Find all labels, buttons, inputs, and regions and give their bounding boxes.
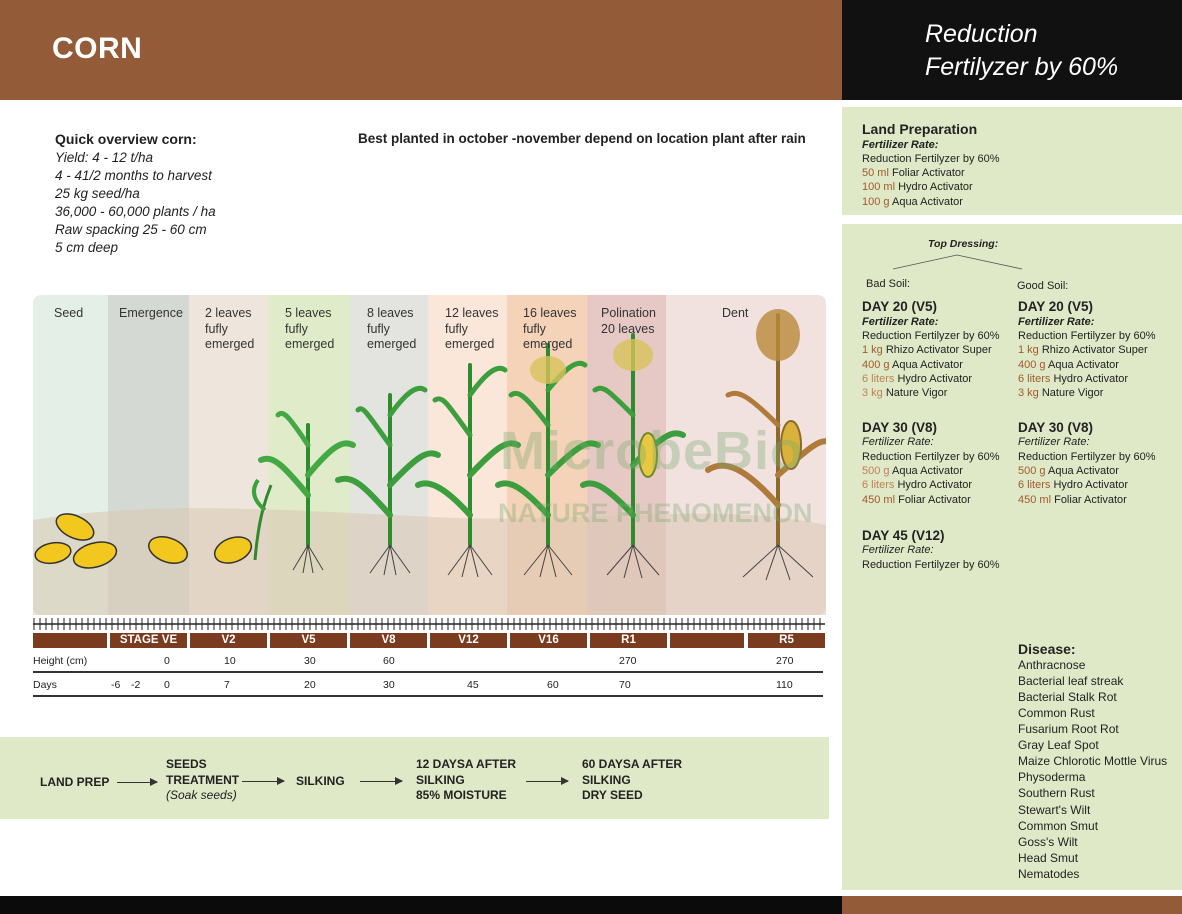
stage-label-emergence: Emergence bbox=[119, 306, 183, 320]
disease-item: Anthracnose bbox=[1018, 658, 1086, 672]
bad-day20-line: 6 liters Hydro Activator bbox=[862, 373, 973, 385]
height-value: 30 bbox=[304, 655, 316, 667]
bad-day20-line: 400 g Aqua Activator bbox=[862, 359, 963, 371]
overview-line: Raw spacking 25 - 60 cm bbox=[55, 222, 207, 237]
flow-step-land-prep: LAND PREP bbox=[40, 775, 110, 789]
disease-title: Disease: bbox=[1018, 641, 1076, 657]
stage-code-v2: V2 bbox=[190, 633, 267, 648]
overview-line: 5 cm deep bbox=[55, 240, 119, 255]
bad-day45-rate-label: Fertilizer Rate: bbox=[862, 544, 934, 556]
table-divider bbox=[33, 695, 823, 697]
stage-code-v5: V5 bbox=[270, 633, 347, 648]
good-day20-line: 3 kg Nature Vigor bbox=[1018, 387, 1104, 399]
split-connector bbox=[890, 253, 1025, 271]
page-title: CORN bbox=[52, 32, 143, 65]
days-value: 20 bbox=[304, 679, 316, 691]
good-day20-line: 1 kg Rhizo Activator Super bbox=[1018, 344, 1148, 356]
good-day30-title: DAY 30 (V8) bbox=[1018, 420, 1094, 435]
stage-label-2-leaves: 2 leaves fufly emerged bbox=[205, 306, 255, 351]
disease-item: Common Rust bbox=[1018, 706, 1095, 720]
days-value: 110 bbox=[776, 679, 793, 691]
bad-day20-line: 1 kg Rhizo Activator Super bbox=[862, 344, 992, 356]
disease-item: Southern Rust bbox=[1018, 786, 1095, 800]
days-value: 45 bbox=[467, 679, 479, 691]
overview-line: 36,000 - 60,000 plants / ha bbox=[55, 204, 216, 219]
disease-item: Nematodes bbox=[1018, 867, 1080, 881]
stage-code-v16: V16 bbox=[510, 633, 587, 648]
disease-item: Gray Leaf Spot bbox=[1018, 738, 1099, 752]
flow-arrow-icon bbox=[117, 782, 157, 783]
good-day20-title: DAY 20 (V5) bbox=[1018, 299, 1094, 314]
days-value: 7 bbox=[224, 679, 230, 691]
timeline-ruler bbox=[33, 618, 825, 630]
top-dressing-title: Top Dressing: bbox=[928, 238, 999, 250]
flow-step-12-days: 12 DAYSA AFTER SILKING 85% MOISTURE bbox=[416, 757, 517, 802]
stage-label-5-leaves: 5 leaves fufly emerged bbox=[285, 306, 335, 351]
land-prep-rate-label: Fertilizer Rate: bbox=[862, 139, 939, 151]
days-value: 70 bbox=[619, 679, 631, 691]
days-label: Days bbox=[33, 679, 57, 691]
good-day20-line: 400 g Aqua Activator bbox=[1018, 359, 1119, 371]
land-prep-line: 100 g Aqua Activator bbox=[862, 196, 963, 208]
overview-line: 25 kg seed/ha bbox=[55, 186, 140, 201]
table-divider bbox=[33, 671, 823, 673]
stage-code-ve: STAGE VE bbox=[110, 633, 187, 648]
height-value: 60 bbox=[383, 655, 395, 667]
days-value: 30 bbox=[383, 679, 395, 691]
stage-label-8-leaves: 8 leaves fufly emerged bbox=[367, 306, 417, 351]
good-day20-line: 6 liters Hydro Activator bbox=[1018, 373, 1129, 385]
planting-note: Best planted in october -november depend on location plant after rain bbox=[358, 131, 806, 146]
bad-day45-line: Reduction Fertilyzer by 60% bbox=[862, 559, 1000, 571]
watermark-logo: MicrobeBio bbox=[500, 421, 805, 481]
land-prep-line: 50 ml Foliar Activator bbox=[862, 167, 965, 179]
bad-day30-line: Reduction Fertilyzer by 60% bbox=[862, 451, 1000, 463]
stage-label-seed: Seed bbox=[54, 306, 84, 320]
stage-label-12-leaves: 12 leaves fufly emerged bbox=[445, 306, 499, 351]
tagline-box bbox=[842, 0, 1182, 100]
stage-code-v8: V8 bbox=[350, 633, 427, 648]
good-day20-line: Reduction Fertilyzer by 60% bbox=[1018, 330, 1156, 342]
height-value: 0 bbox=[164, 655, 170, 667]
disease-item: Bacterial Stalk Rot bbox=[1018, 690, 1117, 704]
good-day30-line: 6 liters Hydro Activator bbox=[1018, 479, 1129, 491]
flow-arrow-icon bbox=[526, 781, 568, 782]
good-day30-rate-label: Fertilizer Rate: bbox=[1018, 436, 1090, 448]
disease-item: Stewart's Wilt bbox=[1018, 803, 1091, 817]
good-day30-line: 450 ml Foliar Activator bbox=[1018, 494, 1127, 506]
height-value: 270 bbox=[619, 655, 637, 667]
overview-line: 4 - 41/2 months to harvest bbox=[55, 168, 212, 183]
stage-code-blank bbox=[670, 633, 744, 648]
flow-step-seeds-treatment: SEEDS TREATMENT (Soak seeds) bbox=[166, 757, 240, 802]
good-day20-rate-label: Fertilizer Rate: bbox=[1018, 316, 1095, 328]
days-value: -2 bbox=[131, 679, 141, 691]
footer-bar-right bbox=[842, 896, 1182, 914]
bad-day20-line: 3 kg Nature Vigor bbox=[862, 387, 948, 399]
stage-label-polination: Polination 20 leaves bbox=[601, 306, 656, 336]
flow-step-silking: SILKING bbox=[296, 774, 345, 788]
bad-day30-title: DAY 30 (V8) bbox=[862, 420, 938, 435]
flow-arrow-icon bbox=[360, 781, 402, 782]
stage-code-box bbox=[33, 633, 107, 648]
good-soil-label: Good Soil: bbox=[1017, 280, 1069, 292]
flow-step-60-days: 60 DAYSA AFTER SILKING DRY SEED bbox=[582, 757, 683, 802]
good-day30-line: 500 g Aqua Activator bbox=[1018, 465, 1119, 477]
bad-day30-line: 6 liters Hydro Activator bbox=[862, 479, 973, 491]
disease-item: Goss's Wilt bbox=[1018, 835, 1078, 849]
height-value: 10 bbox=[224, 655, 236, 667]
tagline-line1: Reduction bbox=[925, 20, 1038, 48]
watermark-tagline: NATURE PHENOMENON bbox=[498, 498, 813, 528]
stage-code-r5: R5 bbox=[748, 633, 825, 648]
disease-item: Physoderma bbox=[1018, 770, 1086, 784]
overview-title: Quick overview corn: bbox=[55, 131, 197, 147]
disease-item: Fusarium Root Rot bbox=[1018, 722, 1119, 736]
stage-label-dent: Dent bbox=[722, 306, 749, 320]
bad-day20-title: DAY 20 (V5) bbox=[862, 299, 938, 314]
days-value: 60 bbox=[547, 679, 559, 691]
disease-item: Head Smut bbox=[1018, 851, 1079, 865]
land-prep-title: Land Preparation bbox=[862, 121, 978, 137]
bad-day30-rate-label: Fertilizer Rate: bbox=[862, 436, 934, 448]
disease-item: Bacterial leaf streak bbox=[1018, 674, 1124, 688]
land-prep-line: Reduction Fertilyzer by 60% bbox=[862, 153, 1000, 165]
land-prep-line: 100 ml Hydro Activator bbox=[862, 181, 973, 193]
height-value: 270 bbox=[776, 655, 794, 667]
bad-day30-line: 500 g Aqua Activator bbox=[862, 465, 963, 477]
overview-line: Yield: 4 - 12 t/ha bbox=[55, 150, 154, 165]
disease-item: Maize Chlorotic Mottle Virus bbox=[1018, 754, 1168, 768]
stage-label-16-leaves: 16 leaves fufly emerged bbox=[523, 306, 577, 351]
bad-day45-title: DAY 45 (V12) bbox=[862, 528, 945, 543]
stage-code-r1: R1 bbox=[590, 633, 667, 648]
height-label: Height (cm) bbox=[33, 655, 88, 667]
bad-day20-rate-label: Fertilizer Rate: bbox=[862, 316, 939, 328]
bad-soil-label: Bad Soil: bbox=[866, 278, 911, 290]
flow-arrow-icon bbox=[242, 781, 284, 782]
disease-item: Common Smut bbox=[1018, 819, 1099, 833]
process-flow-panel bbox=[0, 737, 829, 819]
tagline-line2: Fertilyzer by 60% bbox=[925, 53, 1119, 81]
bad-day20-line: Reduction Fertilyzer by 60% bbox=[862, 330, 1000, 342]
days-value: -6 bbox=[111, 679, 121, 691]
good-day30-line: Reduction Fertilyzer by 60% bbox=[1018, 451, 1156, 463]
footer-bar-left bbox=[0, 896, 842, 914]
days-value: 0 bbox=[164, 679, 170, 691]
bad-day30-line: 450 ml Foliar Activator bbox=[862, 494, 971, 506]
stage-code-v12: V12 bbox=[430, 633, 507, 648]
